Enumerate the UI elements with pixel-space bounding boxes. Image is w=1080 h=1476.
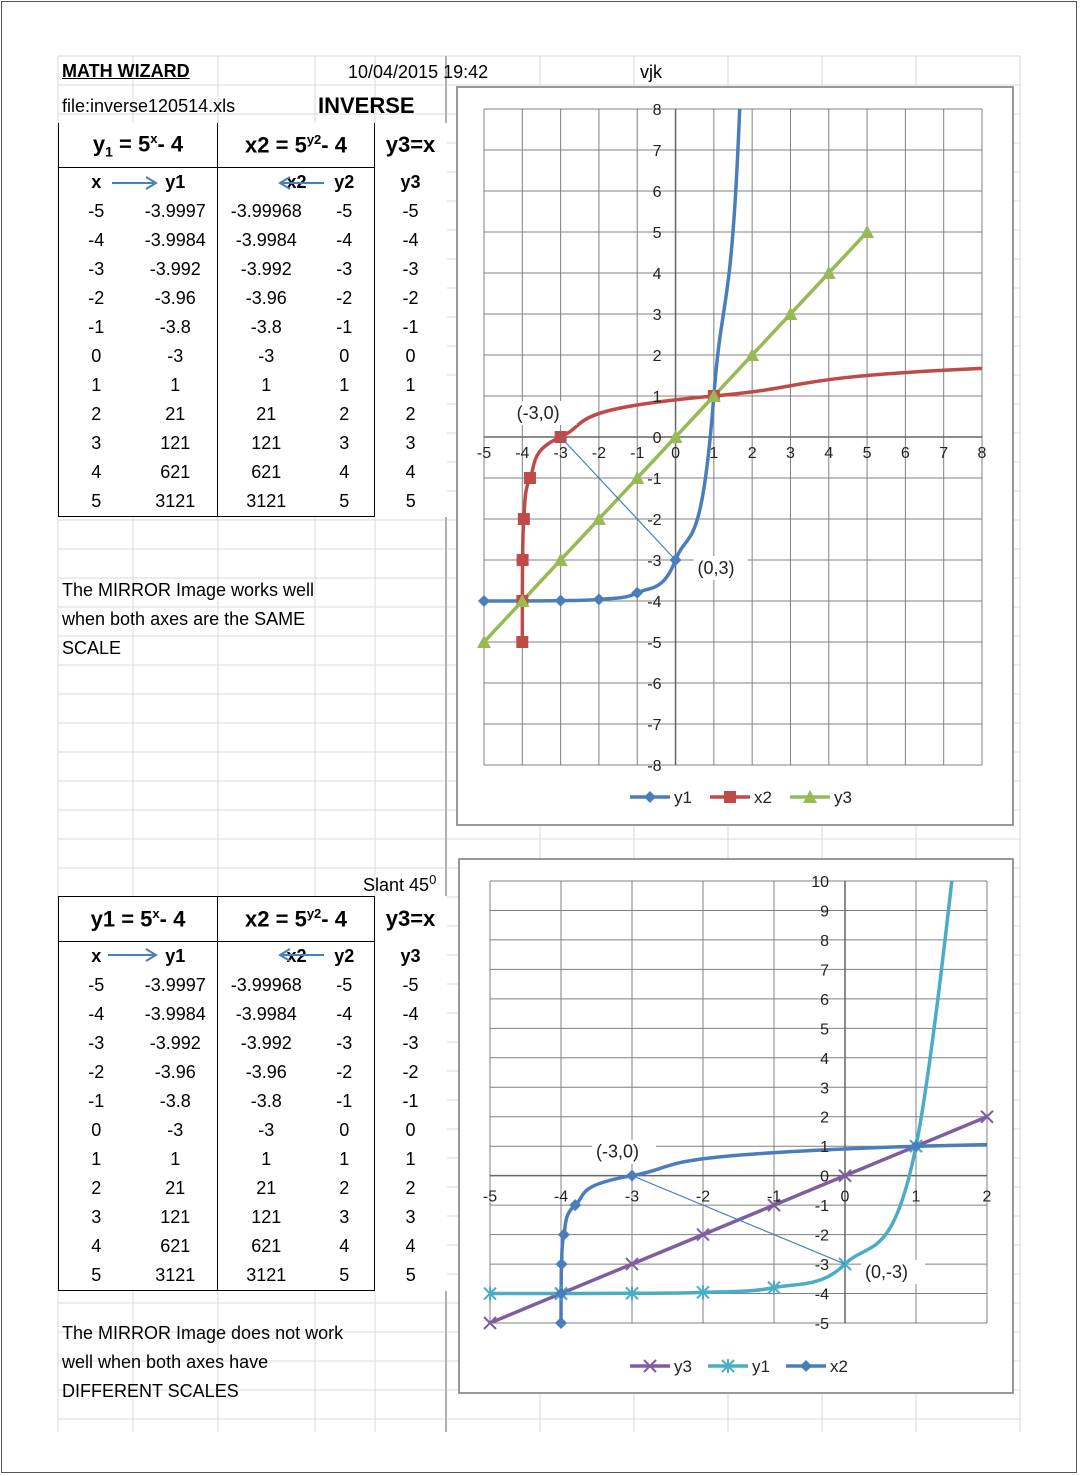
y-tick-label: 6 bbox=[820, 991, 829, 1009]
y-tick-label: 1 bbox=[820, 1139, 829, 1157]
x-tick-label: 2 bbox=[982, 1188, 992, 1206]
datetime: 10/04/2015 19:42 bbox=[348, 62, 489, 82]
y-tick-label: 8 bbox=[652, 102, 662, 119]
table-cell: 21 bbox=[134, 400, 218, 429]
data-point-y1 bbox=[555, 595, 567, 607]
table-cell: -4 bbox=[315, 226, 375, 255]
data-point-x2 bbox=[518, 513, 530, 525]
table-cell: -3.8 bbox=[134, 313, 218, 342]
table-cell: -3 bbox=[258, 1120, 275, 1140]
y-tick-label: -2 bbox=[814, 1227, 829, 1245]
subheader-x2: x2 bbox=[286, 946, 307, 966]
table-row bbox=[59, 971, 447, 1000]
table-cell: -4 bbox=[59, 1000, 134, 1029]
table-cell: -5 bbox=[315, 971, 375, 1000]
table-cell: 3121 bbox=[218, 1261, 315, 1291]
y-tick-label: -8 bbox=[647, 758, 662, 775]
x-tick-label: -1 bbox=[766, 1188, 782, 1206]
table-cell: -3.96 bbox=[245, 288, 287, 308]
y-tick-label: 0 bbox=[652, 430, 662, 447]
table-cell: -1 bbox=[59, 1087, 134, 1116]
table-cell: 3 bbox=[405, 433, 416, 453]
table-cell: 5 bbox=[59, 1261, 134, 1291]
table-row bbox=[59, 284, 447, 313]
y-tick-label: 10 bbox=[811, 874, 829, 891]
table-cell: -1 bbox=[315, 313, 375, 342]
y-tick-label: 3 bbox=[820, 1080, 829, 1098]
y-tick-label: 9 bbox=[820, 903, 829, 921]
table-cell: -5 bbox=[59, 971, 134, 1000]
annotation-label: (0,3) bbox=[697, 558, 735, 578]
x-tick-label: 2 bbox=[747, 445, 757, 462]
note-2: The MIRROR Image does not work well when both axes have DIFFERENT SCALES bbox=[62, 1323, 344, 1401]
table-cell: -3.9997 bbox=[134, 197, 218, 226]
y-tick-label: -3 bbox=[647, 553, 662, 570]
table-cell: 3 bbox=[315, 429, 375, 458]
table-cell: 1 bbox=[134, 371, 218, 400]
table-cell: -1 bbox=[402, 1091, 419, 1111]
table-cell: -3.9984 bbox=[134, 1000, 218, 1029]
table-cell: 1 bbox=[59, 371, 134, 400]
table-cell: -2 bbox=[315, 1058, 375, 1087]
table-row bbox=[59, 313, 447, 342]
table-cell: 1 bbox=[261, 375, 272, 395]
table-cell: 2 bbox=[315, 400, 375, 429]
table-cell: -3 bbox=[134, 342, 218, 371]
table-row bbox=[59, 1232, 447, 1261]
table-cell: -3.99968 bbox=[230, 201, 302, 221]
table-cell: 5 bbox=[405, 491, 416, 512]
y-tick-label: 4 bbox=[652, 266, 662, 283]
data-point-y1 bbox=[631, 587, 643, 599]
arrow-left-icon bbox=[274, 946, 326, 964]
data-point-y1 bbox=[478, 595, 490, 607]
table-cell: -3.8 bbox=[250, 317, 282, 337]
table-row bbox=[59, 1000, 447, 1029]
table-cell: 0 bbox=[315, 1116, 375, 1145]
table-cell: 621 bbox=[251, 1236, 282, 1256]
y-tick-label: 2 bbox=[820, 1109, 829, 1127]
data-point-x2 bbox=[516, 636, 528, 648]
table-cell: -4 bbox=[402, 230, 419, 250]
table-cell: 121 bbox=[251, 433, 282, 453]
arrow-left-icon bbox=[274, 174, 326, 192]
legend-label-x2: x2 bbox=[754, 788, 772, 807]
header-x2: $x2 = 5^{y2}-$ 4 bbox=[218, 897, 375, 942]
legend-marker-x2 bbox=[724, 791, 736, 803]
header-x2: $x2 = 5^{y2}-$ 4 bbox=[218, 123, 375, 168]
y-tick-label: -1 bbox=[647, 471, 662, 488]
table-cell: 1 bbox=[315, 1145, 375, 1174]
table-cell: -3.9997 bbox=[134, 971, 218, 1000]
arrow-right-icon bbox=[110, 174, 162, 192]
app-title: MATH WIZARD bbox=[62, 61, 190, 81]
data-point-x2 bbox=[524, 472, 536, 484]
table-cell: -4 bbox=[59, 226, 134, 255]
y-tick-label: 7 bbox=[652, 143, 662, 160]
legend-label-y1: y1 bbox=[752, 1357, 770, 1376]
sheet-title: INVERSE bbox=[318, 93, 415, 118]
table-row bbox=[59, 1029, 447, 1058]
header-y3: y3=x bbox=[385, 906, 436, 931]
gridlines bbox=[490, 881, 987, 1323]
x-tick-label: -2 bbox=[591, 445, 607, 462]
subheader-x2: x2 bbox=[286, 172, 307, 192]
x-tick-label: 1 bbox=[709, 445, 719, 462]
table-row bbox=[59, 400, 447, 429]
table-cell: 4 bbox=[315, 1232, 375, 1261]
annotation-label: (-3,0) bbox=[596, 1141, 640, 1162]
author: vjk bbox=[640, 62, 662, 82]
data-point-x2 bbox=[558, 1229, 570, 1241]
y-tick-label: 2 bbox=[652, 348, 662, 365]
legend-label-x2: x2 bbox=[830, 1357, 848, 1376]
table-row bbox=[59, 487, 447, 517]
y-tick-label: 3 bbox=[652, 307, 662, 324]
header-y1: $y1 = 5^x-$ 4 bbox=[59, 897, 218, 942]
x-tick-label: 1 bbox=[911, 1188, 921, 1206]
table-cell: 1 bbox=[59, 1145, 134, 1174]
table-cell: -2 bbox=[59, 284, 134, 313]
table-cell: 3121 bbox=[218, 487, 315, 517]
y-tick-label: -5 bbox=[647, 635, 662, 652]
table-cell: 0 bbox=[405, 346, 416, 366]
subheader-y3: y3 bbox=[400, 171, 421, 192]
slant-label: Slant $45^0$ bbox=[363, 872, 437, 895]
table-cell: -3 bbox=[258, 346, 275, 366]
x-tick-label: 7 bbox=[939, 445, 949, 462]
data-point-x2 bbox=[556, 1258, 568, 1270]
data-point-y1 bbox=[593, 593, 605, 605]
y-tick-label: 1 bbox=[652, 389, 662, 406]
table-cell: -5 bbox=[59, 197, 134, 226]
table-row bbox=[59, 371, 447, 400]
legend-label-y3: y3 bbox=[834, 788, 852, 807]
table-cell: -5 bbox=[402, 201, 419, 221]
x-tick-label: -3 bbox=[553, 445, 568, 462]
table-cell: -3 bbox=[402, 259, 419, 279]
table-cell: 5 bbox=[405, 1265, 416, 1286]
table-cell: -3 bbox=[315, 255, 375, 284]
table-cell: -1 bbox=[402, 317, 419, 337]
y-tick-label: -4 bbox=[814, 1286, 829, 1304]
arrow-right-icon bbox=[106, 946, 162, 964]
subheader-y2: y2 bbox=[315, 942, 375, 972]
table-cell: 21 bbox=[256, 404, 277, 424]
table-cell: 3121 bbox=[134, 1261, 218, 1291]
subheader-y1: y1 bbox=[134, 168, 218, 198]
annotation-label: (-3,0) bbox=[516, 403, 560, 423]
table-cell: 2 bbox=[405, 404, 416, 424]
table-cell: -3.9984 bbox=[235, 1004, 297, 1024]
y-tick-label: 0 bbox=[820, 1168, 829, 1186]
table-cell: 3 bbox=[315, 1203, 375, 1232]
table-cell: 121 bbox=[134, 1203, 218, 1232]
subheader-y2: y2 bbox=[315, 168, 375, 198]
table-cell: 1 bbox=[405, 1149, 416, 1169]
table-row bbox=[59, 1116, 447, 1145]
table-cell: -3 bbox=[134, 1116, 218, 1145]
table-cell: 2 bbox=[315, 1174, 375, 1203]
x-tick-label: 5 bbox=[862, 445, 872, 462]
table-cell: 4 bbox=[59, 1232, 134, 1261]
y-tick-label: -5 bbox=[814, 1316, 829, 1333]
table-cell: 2 bbox=[59, 400, 134, 429]
y-tick-label: -4 bbox=[647, 594, 662, 611]
table-cell: 621 bbox=[134, 1232, 218, 1261]
table-cell: 21 bbox=[256, 1178, 277, 1198]
table-cell: -3.96 bbox=[134, 284, 218, 313]
table-cell: 621 bbox=[251, 462, 282, 482]
x-tick-label: -1 bbox=[630, 445, 645, 462]
x-tick-label: 4 bbox=[824, 445, 834, 462]
table-cell: 4 bbox=[59, 458, 134, 487]
table-cell: -3 bbox=[402, 1033, 419, 1053]
x-tick-label: 3 bbox=[786, 445, 795, 462]
x-tick-label: 6 bbox=[900, 445, 910, 462]
table-cell: 5 bbox=[59, 487, 134, 517]
x-tick-label: 0 bbox=[671, 445, 680, 462]
table-row bbox=[59, 1145, 447, 1174]
table-cell: 1 bbox=[405, 375, 416, 395]
table-cell: -4 bbox=[315, 1000, 375, 1029]
table-row bbox=[59, 458, 447, 487]
legend-label-y1: y1 bbox=[674, 788, 692, 807]
table-cell: 2 bbox=[59, 1174, 134, 1203]
table-cell: 4 bbox=[405, 462, 416, 482]
table-cell: 1 bbox=[315, 371, 375, 400]
x-tick-label: -4 bbox=[553, 1188, 569, 1206]
header-y3: y3=x bbox=[385, 132, 436, 158]
table-cell: 621 bbox=[134, 458, 218, 487]
y-tick-label: 5 bbox=[652, 225, 662, 242]
table-cell: 21 bbox=[134, 1174, 218, 1203]
subheader-x: x bbox=[59, 942, 134, 972]
y-tick-label: -3 bbox=[814, 1257, 829, 1275]
chart-1-area bbox=[456, 86, 1014, 826]
table-cell: -3 bbox=[59, 255, 134, 284]
y-tick-label: -2 bbox=[647, 512, 662, 529]
table-cell: -1 bbox=[315, 1087, 375, 1116]
table-cell: 121 bbox=[134, 429, 218, 458]
table-cell: 121 bbox=[251, 1207, 282, 1227]
subheader-y3: y3 bbox=[400, 945, 421, 966]
legend-marker-y1 bbox=[644, 791, 656, 803]
data-point-x2 bbox=[555, 1317, 567, 1329]
legend-label-y3: y3 bbox=[674, 1357, 692, 1376]
table-cell: -5 bbox=[402, 975, 419, 995]
table-cell: 1 bbox=[134, 1145, 218, 1174]
x-tick-label: -4 bbox=[515, 445, 530, 462]
table-cell: 3 bbox=[59, 1203, 134, 1232]
y-tick-label: 8 bbox=[820, 932, 829, 950]
legend-marker-x2 bbox=[800, 1360, 812, 1372]
table-cell: 3 bbox=[405, 1207, 416, 1227]
table-cell: -3.992 bbox=[134, 255, 218, 284]
table-row bbox=[59, 197, 447, 226]
table-cell: 1 bbox=[261, 1149, 272, 1169]
table-row bbox=[59, 1058, 447, 1087]
table-cell: -2 bbox=[402, 288, 419, 308]
subheader-y1: y1 bbox=[134, 942, 218, 972]
y-tick-label: -7 bbox=[647, 717, 662, 734]
table-cell: 3121 bbox=[134, 487, 218, 517]
table-cell: -3.992 bbox=[240, 259, 292, 279]
x-tick-label: -5 bbox=[476, 445, 492, 462]
table-cell: 0 bbox=[59, 1116, 134, 1145]
x-tick-label: -5 bbox=[482, 1188, 498, 1206]
chart-2-area bbox=[458, 858, 1014, 1394]
subheader-x: x bbox=[59, 168, 134, 198]
table-cell: 3 bbox=[59, 429, 134, 458]
header-y1: $y_1 = 5^x-$ 4 bbox=[59, 123, 218, 168]
series-group bbox=[490, 860, 1012, 1323]
table-cell: 4 bbox=[315, 458, 375, 487]
table-cell: -3.96 bbox=[245, 1062, 287, 1082]
y-tick-label: 6 bbox=[652, 184, 662, 201]
table-cell: -3.992 bbox=[134, 1029, 218, 1058]
table-cell: 5 bbox=[315, 487, 375, 517]
table-cell: -3.99968 bbox=[230, 975, 302, 995]
x-tick-label: -3 bbox=[624, 1188, 640, 1206]
y-tick-label: 7 bbox=[820, 962, 829, 980]
y-tick-label: 5 bbox=[820, 1021, 829, 1039]
table-row bbox=[59, 1174, 447, 1203]
chart-1 bbox=[458, 88, 1012, 824]
table-cell: 4 bbox=[405, 1236, 416, 1256]
y-tick-label: -1 bbox=[814, 1198, 829, 1216]
note-1: The MIRROR Image works well when both axes are the SAME SCALE bbox=[62, 580, 315, 658]
chart-2 bbox=[460, 860, 1012, 1392]
table-cell: -3.9984 bbox=[235, 230, 297, 250]
data-point-x2 bbox=[517, 554, 529, 566]
table-cell: 2 bbox=[405, 1178, 416, 1198]
table-cell: -3.992 bbox=[240, 1033, 292, 1053]
table-cell: 0 bbox=[59, 342, 134, 371]
table-row bbox=[59, 1203, 447, 1232]
table-row bbox=[59, 255, 447, 284]
file-name: file:inverse120514.xls bbox=[62, 96, 236, 116]
table-cell: 0 bbox=[405, 1120, 416, 1140]
table-cell: -5 bbox=[315, 197, 375, 226]
y-tick-label: 4 bbox=[820, 1050, 829, 1068]
y-tick-label: -6 bbox=[647, 676, 662, 693]
table-cell: -3.96 bbox=[134, 1058, 218, 1087]
table-cell: -3 bbox=[315, 1029, 375, 1058]
table-cell: -2 bbox=[315, 284, 375, 313]
x-tick-label: 8 bbox=[977, 445, 987, 462]
table-row bbox=[59, 226, 447, 255]
legend bbox=[630, 788, 852, 807]
table-cell: -2 bbox=[59, 1058, 134, 1087]
x-tick-label: 0 bbox=[840, 1188, 850, 1206]
table-row bbox=[59, 1261, 447, 1291]
table-cell: -3 bbox=[59, 1029, 134, 1058]
table-cell: -3.8 bbox=[250, 1091, 282, 1111]
table-cell: -3.8 bbox=[134, 1087, 218, 1116]
legend bbox=[630, 1357, 848, 1376]
tick-labels bbox=[477, 102, 987, 775]
table-cell: -4 bbox=[402, 1004, 419, 1024]
table-cell: 0 bbox=[315, 342, 375, 371]
table-cell: 5 bbox=[315, 1261, 375, 1291]
annotation-label: (0,-3) bbox=[865, 1262, 909, 1283]
x-tick-label: -2 bbox=[695, 1188, 711, 1206]
table-row bbox=[59, 342, 447, 371]
table-row bbox=[59, 429, 447, 458]
table-row bbox=[59, 1087, 447, 1116]
data-point-x2 bbox=[626, 1170, 638, 1182]
table-cell: -2 bbox=[402, 1062, 419, 1082]
table-cell: -1 bbox=[59, 313, 134, 342]
table-cell: -3.9984 bbox=[134, 226, 218, 255]
